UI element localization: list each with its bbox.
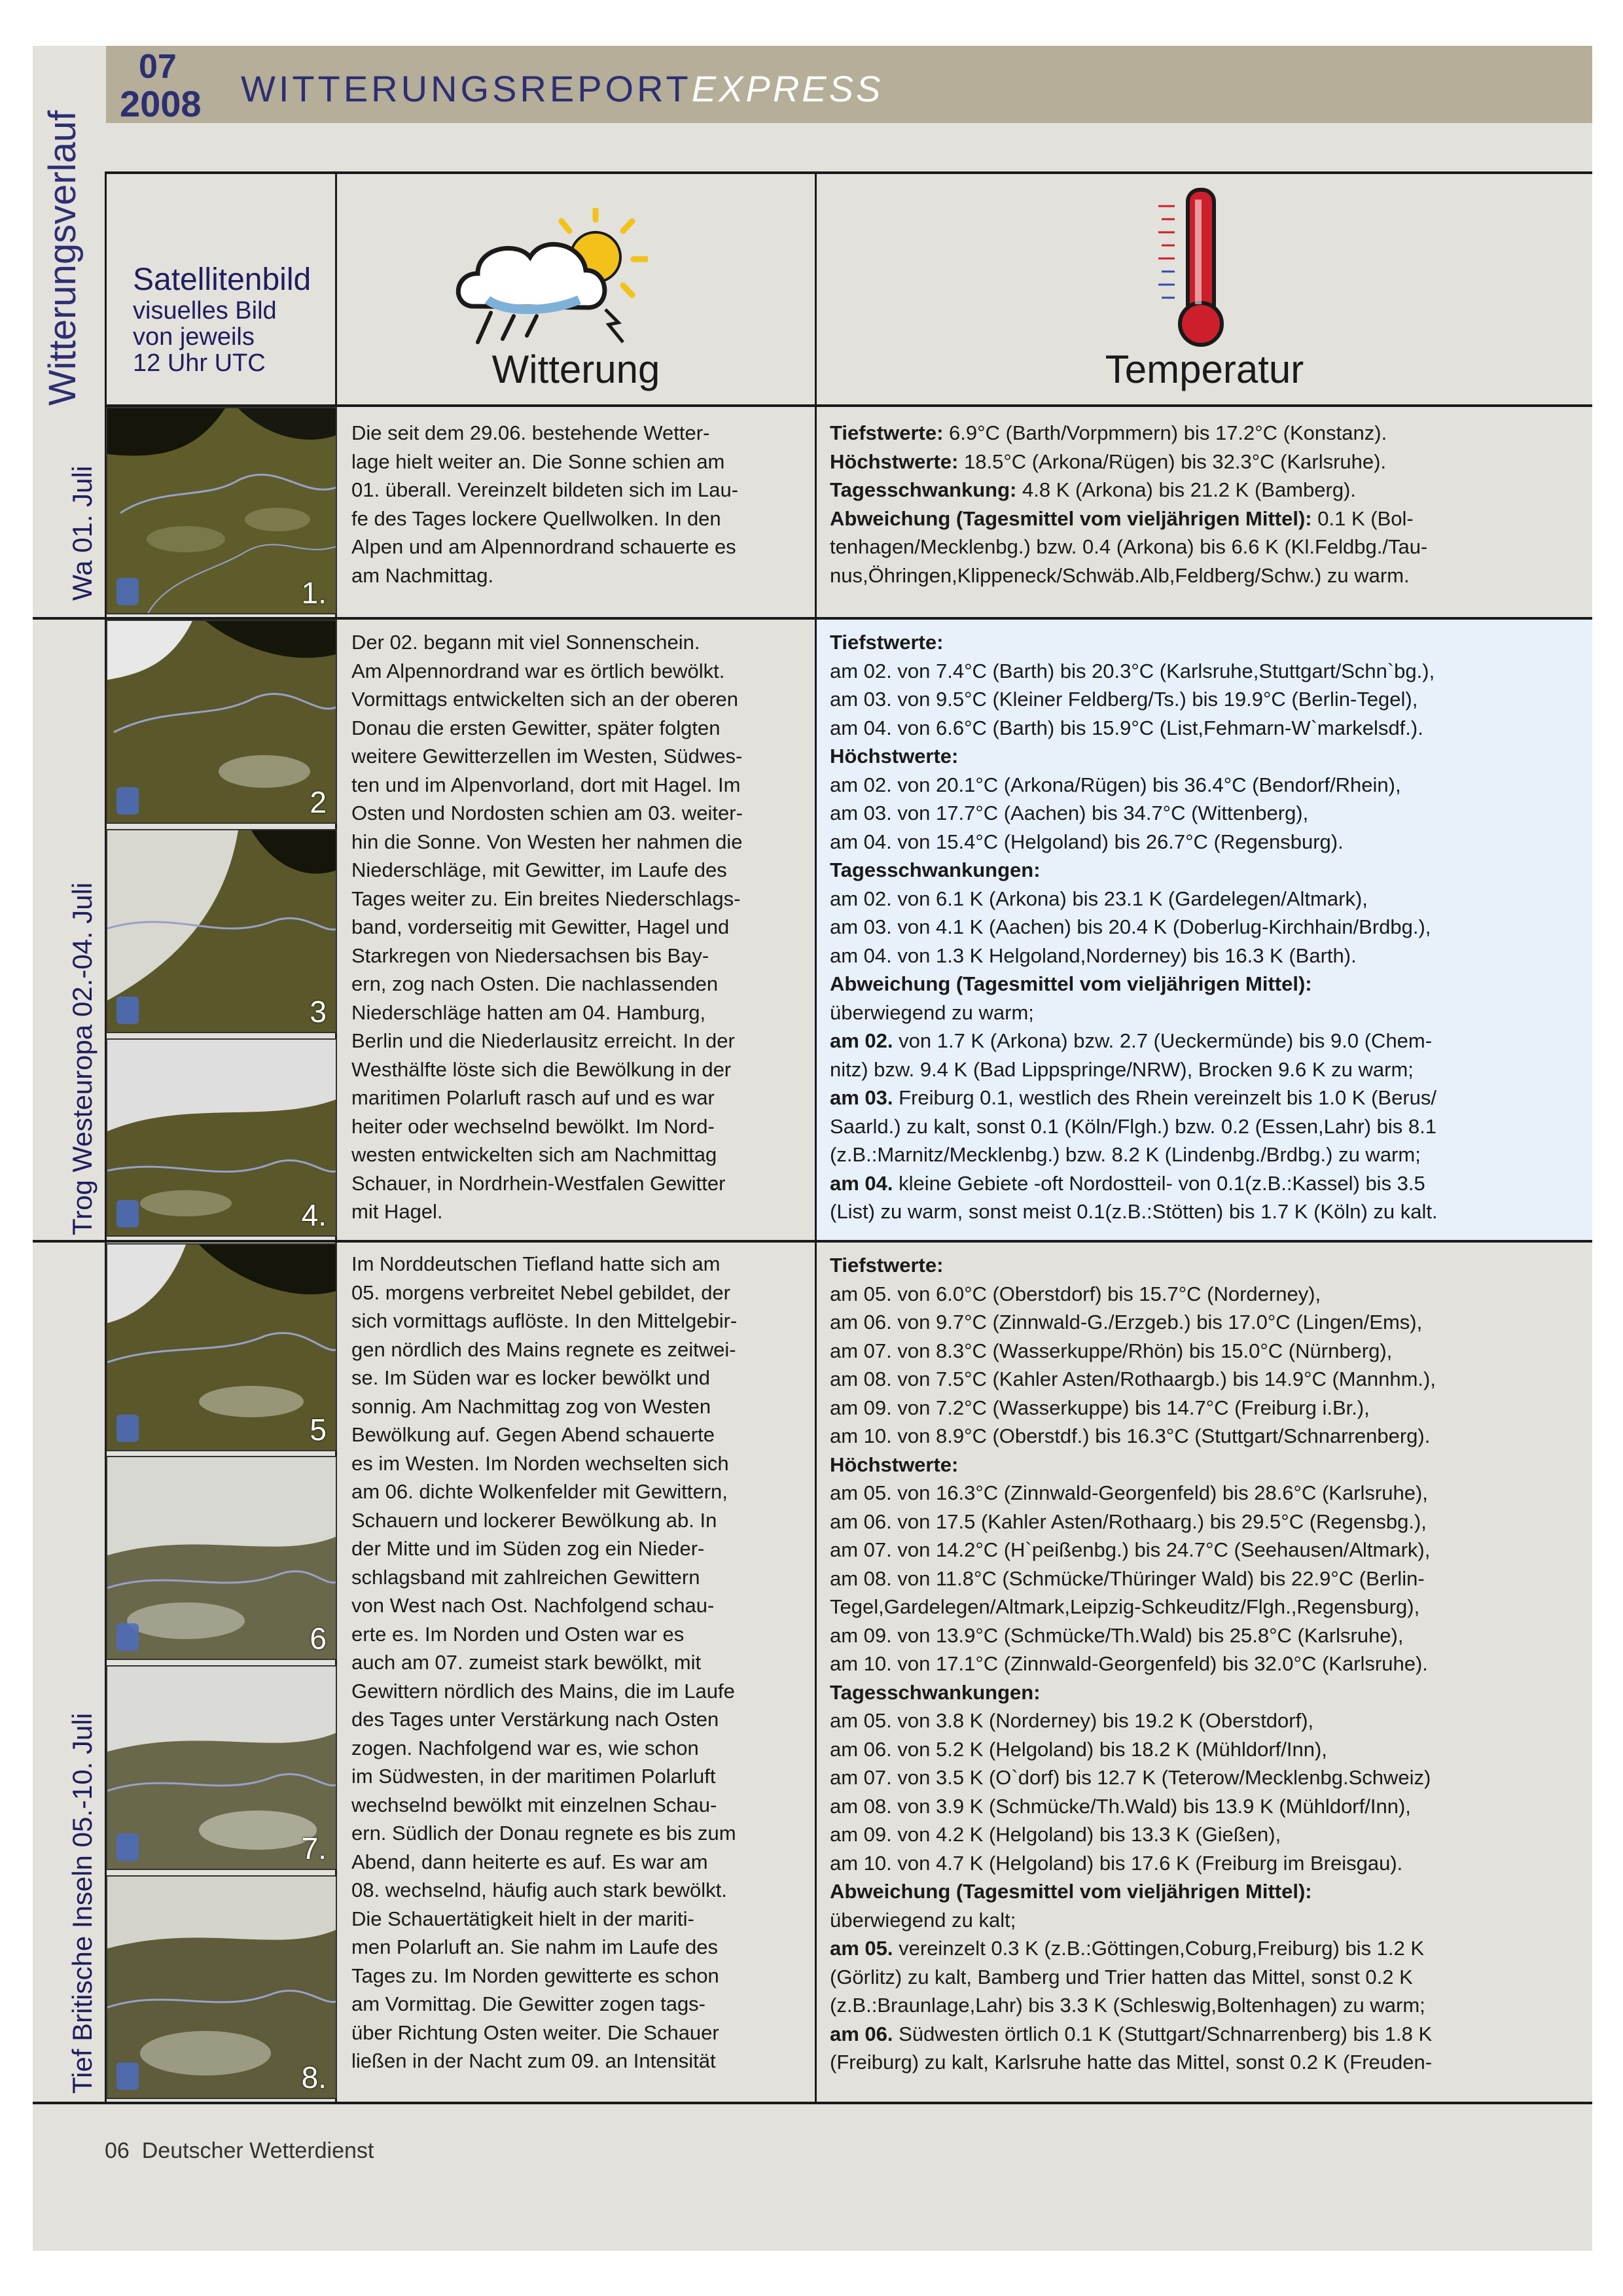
temperature-line xyxy=(830,476,1589,504)
temperature-line-text: am 05. von 6.0°C (Oberstdorf) bis 15.7°C (Norderney), xyxy=(830,1282,1321,1305)
temperature-line xyxy=(830,1650,1589,1678)
temperature-line-text: am 05. von 16.3°C (Zinnwald-Georgenfeld) bis 28.6°C (Karlsruhe), xyxy=(830,1481,1428,1504)
period-label-2: Trog Westeuropa 02.-04. Juli xyxy=(67,882,98,1235)
temperature-line xyxy=(830,1792,1589,1821)
report-title xyxy=(241,67,883,110)
dwd-logo-icon xyxy=(116,787,139,815)
satellite-map-graphic xyxy=(107,830,337,1033)
temperature-line xyxy=(830,913,1589,942)
temperature-line xyxy=(830,942,1589,970)
temperature-line-text: am 03. von 4.1 K (Aachen) bis 20.4 K (Doberlug-Kirchhain/Brdbg.), xyxy=(830,915,1431,938)
temperature-line-label: Abweichung (Tagesmittel vom vieljährigen Mittel): xyxy=(830,972,1312,995)
temperature-line xyxy=(830,856,1589,885)
temperature-line-text: am 07. von 8.3°C (Wasserkuppe/Rhön) bis 15.0°C (Nürnberg), xyxy=(830,1339,1393,1362)
temperature-line-text: nus,Öhringen,Klippeneck/Schwäb.Alb,Feldberg/Schw.) zu warm. xyxy=(830,563,1410,587)
image-number: 4. xyxy=(301,1198,327,1232)
temperature-line-text: (Freiburg) zu kalt, Karlsruhe hatte das Mittel, sonst 0.2 K (Freuden- xyxy=(830,2051,1433,2074)
temperature-line xyxy=(830,504,1589,533)
temperature-line xyxy=(830,1337,1589,1366)
page-number: 06 xyxy=(105,2138,130,2163)
temperature-line xyxy=(830,742,1589,771)
satellite-subtitle-3: 12 Uhr UTC xyxy=(133,349,266,377)
cloud-sun-lightning-icon xyxy=(452,208,648,345)
temperature-line xyxy=(830,799,1589,828)
temperature-line xyxy=(830,1365,1589,1394)
satellite-image-5 xyxy=(106,1243,337,1451)
temperature-line-text: (List) zu warm, sonst meist 0.1(z.B.:Stötten) bis 1.7 K (Köln) zu kalt. xyxy=(830,1200,1438,1223)
table-bottom-rule xyxy=(33,2102,1592,2104)
temperature-line-text: am 10. von 4.7 K (Helgoland) bis 17.6 K (Freiburg im Breisgau). xyxy=(830,1851,1403,1875)
dwd-logo-icon xyxy=(116,1200,139,1227)
temperature-line-text: am 10. von 8.9°C (Oberstdf.) bis 16.3°C (Stuttgart/Schnarrenberg). xyxy=(830,1424,1431,1447)
temperature-line xyxy=(830,828,1589,857)
temperature-line-text: am 07. von 14.2°C (H`peißenbg.) bis 24.7°C (Seehausen/Altmark), xyxy=(830,1538,1431,1561)
dwd-logo-icon xyxy=(116,1833,139,1861)
temperature-line xyxy=(830,419,1589,448)
image-number: 6 xyxy=(310,1621,327,1655)
temperature-line-text: am 04. von 1.3 K Helgoland,Norderney) bis 16.3 K (Barth). xyxy=(830,944,1357,967)
temperature-line-text: tenhagen/Mecklenbg.) bzw. 0.4 (Arkona) bis 6.6 K (Kl.Feldbg./Tau- xyxy=(830,535,1428,558)
dwd-logo-icon xyxy=(116,578,139,605)
satellite-title: Satellitenbild xyxy=(133,262,312,297)
temperature-line-label: Höchstwerte: xyxy=(830,450,959,473)
temperature-line xyxy=(830,1084,1589,1112)
temperature-line-text: am 02. von 20.1°C (Arkona/Rügen) bis 36.4°C (Bendorf/Rhein), xyxy=(830,773,1401,796)
satellite-image-8 xyxy=(106,1875,337,2099)
temperature-line xyxy=(830,2020,1589,2049)
weather-text-3: Im Norddeutschen Tiefland hatte sich am 05. morgens verbreitet Nebel gebildet, der sich vormittags auflöste. In den Mittelgebir- gen nördlich des Mains regnete es zeitwei- se. Im Süden war es locker bewölkt und sonnig. Am Nachmittag zog von Westen Bewölkung auf. Gegen Abend schauerte es im Westen. Im Norden wechselten sich am 06. dichte Wolkenfelder mit Gewittern, Schauern und lockerer Bewölkung ab. In der Mitte und im Süden zog ein Nieder- schlagsband mit zahlreichen Gewittern von West nach Ost. Nachfolgend schau- erte es. Im Norden und Osten war es auch am 07. zumeist stark bewölkt, mit Gewittern nördlich des Mains, die im Laufe des Tages unter Verstärkung nach Osten zogen. Nachfolgend war es, wie schon im Südwesten, in der maritimen Polarluft wechselnd bewölkt mit einzelnen Schau- ern. Südlich der Donau regnete es bis zum Abend, dann heiterte es auf. Es war am 08. wechselnd, häufig auch stark bewölkt. Die Schauertätigkeit hielt in der mariti- men Polarluft an. Sie nahm im Laufe des Tages zu. Im Norden gewitterte es schon am Vormittag. Die Gewitter zogen tags- über Richtung Osten weiter. Die Schauer ließen in der Nacht zum 09. an Intensität xyxy=(351,1252,738,2072)
temperature-line-text: am 02. von 6.1 K (Arkona) bis 23.1 K (Gardelegen/Altmark), xyxy=(830,887,1368,910)
temperature-line-text: Südwesten örtlich 0.1 K (Stuttgart/Schnarrenberg) bis 1.8 K xyxy=(893,2022,1433,2045)
temperature-line-text: am 04. von 15.4°C (Helgoland) bis 26.7°C (Regensburg). xyxy=(830,830,1344,853)
temperature-line xyxy=(830,1564,1589,1593)
temperature-line-text: überwiegend zu warm; xyxy=(830,1000,1034,1024)
temperature-line-text: am 03. von 9.5°C (Kleiner Feldberg/Ts.) bis 19.9°C (Berlin-Tegel), xyxy=(830,688,1418,711)
satellite-image-3 xyxy=(106,829,337,1033)
temperature-line xyxy=(830,1508,1589,1536)
temperature-line xyxy=(830,448,1589,476)
temperature-line-text: nitz) bzw. 9.4 K (Bad Lippspringe/NRW), Brocken 9.6 K zu warm; xyxy=(830,1057,1414,1081)
temperature-line xyxy=(830,1422,1589,1451)
page-footer xyxy=(105,2138,374,2164)
dwd-logo-icon xyxy=(116,2062,139,2090)
temperature-line-text: am 02. von 7.4°C (Barth) bis 20.3°C (Karlsruhe,Stuttgart/Schn`bg.), xyxy=(830,659,1435,682)
temperature-line-text: kleine Gebiete -oft Nordostteil- von 0.1(z.B.:Kassel) bis 3.5 xyxy=(893,1171,1425,1195)
temperature-line xyxy=(830,1140,1589,1169)
temperature-line-text: von 1.7 K (Arkona) bzw. 2.7 (Ueckermünde) bis 9.0 (Chem- xyxy=(893,1029,1433,1052)
temperature-line-text: am 03. von 17.7°C (Aachen) bis 34.7°C (Wittenberg), xyxy=(830,802,1309,824)
temperature-line-text: 18.5°C (Arkona/Rügen) bis 32.3°C (Karlsruhe). xyxy=(958,450,1387,473)
period-label-3: Tief Britische Inseln 05.-10. Juli xyxy=(67,1712,98,2094)
temperature-line-text: am 08. von 11.8°C (Schmücke/Thüringer Wald) bis 22.9°C (Berlin- xyxy=(830,1566,1425,1590)
temperature-line-text: am 08. von 7.5°C (Kahler Asten/Rothaargb.) bis 14.9°C (Mannhm.), xyxy=(830,1368,1436,1390)
temperature-line-text: am 09. von 7.2°C (Wasserkuppe) bis 14.7°C (Freiburg i.Br.), xyxy=(830,1396,1370,1419)
table-top-rule xyxy=(106,171,1592,174)
temperature-line-label: Tiefstwerte: xyxy=(830,631,944,654)
temperature-line-text: 6.9°C (Barth/Vorpmmern) bis 17.2°C (Konstanz). xyxy=(943,421,1387,444)
image-number: 5 xyxy=(310,1413,327,1447)
temperature-line xyxy=(830,1027,1589,1055)
image-number: 8. xyxy=(301,2060,327,2094)
temperature-line-label: am 02. xyxy=(830,1029,893,1052)
temperature-line xyxy=(830,1280,1589,1309)
temperature-line-text: überwiegend zu kalt; xyxy=(830,1908,1016,1932)
temperature-line-label: Tagesschwankungen: xyxy=(830,858,1041,881)
temperature-line xyxy=(830,1593,1589,1621)
temperature-line-text: vereinzelt 0.3 K (z.B.:Göttingen,Coburg,Freiburg) bis 1.2 K xyxy=(893,1937,1425,1960)
temperature-line-text: am 06. von 5.2 K (Helgoland) bis 18.2 K (Mühldorf/Inn), xyxy=(830,1737,1327,1761)
temperature-line xyxy=(830,628,1589,657)
issue-year: 2008 xyxy=(120,83,202,124)
satellite-image-2 xyxy=(106,620,337,824)
temperature-line-text: am 05. von 3.8 K (Norderney) bis 19.2 K (Oberstdorf), xyxy=(830,1709,1314,1732)
satellite-image-1 xyxy=(106,407,337,614)
temperature-line xyxy=(830,1706,1589,1735)
image-number: 2 xyxy=(310,785,327,819)
temperature-line-text: am 09. von 4.2 K (Helgoland) bis 13.3 K (Gießen), xyxy=(830,1823,1281,1846)
temperature-column-header: Temperatur xyxy=(1105,347,1304,391)
section-divider-2 xyxy=(33,1240,1592,1243)
column-divider-2 xyxy=(815,171,817,2103)
temperature-line-text: Freiburg 0.1, westlich des Rhein vereinzelt bis 1.0 K (Berus/ xyxy=(893,1086,1437,1109)
temperature-line-text: am 06. von 9.7°C (Zinnwald-G./Erzgeb.) bis 17.0°C (Lingen/Ems), xyxy=(830,1311,1423,1333)
temperature-line-text: am 09. von 13.9°C (Schmücke/Th.Wald) bis 25.8°C (Karlsruhe), xyxy=(830,1623,1404,1647)
temperature-line xyxy=(830,1251,1589,1280)
issue-month: 07 xyxy=(139,48,177,86)
temperature-line xyxy=(830,685,1589,714)
temperature-line-label: Tagesschwankungen: xyxy=(830,1680,1041,1704)
temperature-line-text: (Görlitz) zu kalt, Bamberg und Trier hatten das Mittel, sonst 0.2 K xyxy=(830,1965,1413,1988)
temperature-line xyxy=(830,1963,1589,1992)
temperature-line xyxy=(830,1536,1589,1564)
satellite-image-4 xyxy=(106,1038,337,1237)
satellite-subtitle-1: visuelles Bild xyxy=(133,297,277,325)
temperature-line xyxy=(830,1451,1589,1479)
temperature-line xyxy=(830,1735,1589,1764)
satellite-column-header xyxy=(133,262,311,376)
temperature-line xyxy=(830,1934,1589,1963)
temperature-line-text: Tegel,Gardelegen/Altmark,Leipzig-Schkeuditz/Flgh.,Regensburg), xyxy=(830,1595,1420,1618)
image-number: 3 xyxy=(310,995,327,1029)
satellite-map-graphic xyxy=(107,1245,337,1451)
temperature-line xyxy=(830,998,1589,1027)
temperature-text-3 xyxy=(830,1251,1589,2077)
section-label-witterungsverlauf: Witterungsverlauf xyxy=(41,110,84,406)
satellite-map-graphic xyxy=(107,1457,337,1660)
satellite-image-7 xyxy=(106,1665,337,1870)
weather-column-header: Witterung xyxy=(491,347,660,391)
temperature-line xyxy=(830,1991,1589,2020)
temperature-line-label: Tagesschwankung: xyxy=(830,478,1017,501)
temperature-line-text: am 08. von 3.9 K (Schmücke/Th.Wald) bis 13.9 K (Mühldorf/Inn), xyxy=(830,1794,1411,1818)
image-number: 7. xyxy=(301,1831,327,1865)
temperature-line xyxy=(830,657,1589,686)
temperature-line-text: am 10. von 17.1°C (Zinnwald-Georgenfeld) bis 32.0°C (Karlsruhe). xyxy=(830,1652,1428,1675)
temperature-line xyxy=(830,2048,1589,2077)
temperature-line xyxy=(830,1479,1589,1508)
dwd-logo-icon xyxy=(116,1415,139,1442)
temperature-line xyxy=(830,1877,1589,1906)
temperature-line xyxy=(830,1112,1589,1141)
temperature-line-label: Tiefstwerte: xyxy=(830,421,944,444)
temperature-line-text: (z.B.:Braunlage,Lahr) bis 3.3 K (Schleswig,Boltenhagen) zu warm; xyxy=(830,1994,1425,2017)
report-title-main: WITTERUNGSREPORT xyxy=(241,68,692,109)
temperature-line-text: am 06. von 17.5 (Kahler Asten/Rothaarg.) bis 29.5°C (Regensbg.), xyxy=(830,1510,1427,1533)
temperature-line-text: 4.8 K (Arkona) bis 21.2 K (Bamberg). xyxy=(1016,478,1356,501)
temperature-line-text: 0.1 K (Bol- xyxy=(1311,506,1414,530)
temperature-line-label: Höchstwerte: xyxy=(830,1453,959,1476)
temperature-line xyxy=(830,1055,1589,1084)
publisher-name: Deutscher Wetterdienst xyxy=(141,2138,374,2163)
thermometer-icon xyxy=(1152,186,1230,350)
temperature-line xyxy=(830,1197,1589,1226)
temperature-line-text: (z.B.:Marnitz/Mecklenbg.) bzw. 8.2 K (Lindenbg./Brdbg.) zu warm; xyxy=(830,1143,1421,1166)
temperature-line xyxy=(830,561,1589,590)
satellite-subtitle-2: von jeweils xyxy=(133,323,255,351)
period-label-1: Wa 01. Juli xyxy=(67,465,98,601)
temperature-line-label: Höchstwerte: xyxy=(830,745,959,768)
weather-text-2: Der 02. begann mit viel Sonnenschein. Am Alpennordrand war es örtlich bewölkt. Vormittags entwickelten sich an der oberen Donau die ersten Gewitter, später folgten weitere Gewitterzellen im Westen, Südwes- ten und im Alpenvorland, dort mit Hagel. Im Osten und Nordosten schien am 03. weiter- hin die Sonne. Von Westen her nahmen die Niederschläge, mit Gewitter, im Laufe des Tages weiter zu. Ein breites Niederschlags- band, vorderseitig mit Gewitter, Hagel und Starkregen von Niedersachsen bis Bay- ern, zog nach Osten. Die nachlassenden Niederschläge hatten am 04. Hamburg, Berlin und die Niederlausitz erreicht. In der Westhälfte löste sich die Bewölkung in der maritimen Polarluft rasch auf und es war heiter oder wechselnd bewölkt. Im Nord- westen entwickelten sich am Nachmittag Schauer, in Nordrhein-Westfalen Gewitter mit Hagel. xyxy=(351,631,743,1223)
temperature-line-label: am 04. xyxy=(830,1171,893,1195)
temperature-line xyxy=(830,1678,1589,1707)
temperature-line-label: am 06. xyxy=(830,2022,893,2045)
temperature-line xyxy=(830,714,1589,743)
temperature-line xyxy=(830,1849,1589,1878)
temperature-line xyxy=(830,1906,1589,1935)
satellite-image-6 xyxy=(106,1456,337,1660)
dwd-logo-icon xyxy=(116,997,139,1024)
temperature-line xyxy=(830,1763,1589,1792)
temperature-line xyxy=(830,970,1589,998)
temperature-line xyxy=(830,885,1589,913)
temperature-line-label: am 05. xyxy=(830,1937,893,1960)
temperature-line xyxy=(830,1169,1589,1198)
temperature-line xyxy=(830,1621,1589,1650)
temperature-line xyxy=(830,533,1589,561)
temperature-line-text: Saarld.) zu kalt, sonst 0.1 (Köln/Flgh.) bzw. 0.2 (Essen,Lahr) bis 8.1 xyxy=(830,1114,1436,1138)
temperature-text-2 xyxy=(830,628,1589,1226)
temperature-line-text: am 07. von 3.5 K (O`dorf) bis 12.7 K (Teterow/Mecklenbg.Schweiz) xyxy=(830,1766,1431,1789)
temperature-line xyxy=(830,1820,1589,1849)
temperature-line xyxy=(830,771,1589,800)
temperature-line-text: am 04. von 6.6°C (Barth) bis 15.9°C (List,Fehmarn-W`markelsdf.). xyxy=(830,716,1423,739)
temperature-line xyxy=(830,1308,1589,1337)
temperature-line-label: Abweichung (Tagesmittel vom vieljährigen Mittel): xyxy=(830,1880,1312,1903)
temperature-line-label: Abweichung (Tagesmittel vom vieljährigen Mittel): xyxy=(830,506,1312,530)
temperature-text-1 xyxy=(830,419,1589,590)
temperature-line-label: am 03. xyxy=(830,1086,893,1109)
image-number: 1. xyxy=(301,576,327,610)
weather-text-1: Die seit dem 29.06. bestehende Wetter- lage hielt weiter an. Die Sonne schien am 01. überall. Vereinzelt bildeten sich im Lau- fe des Tages lockere Quellwolken. In den Alpen und am Alpennordrand schauerte es am Nachmittag. xyxy=(351,421,739,587)
temperature-line xyxy=(830,1394,1589,1422)
temperature-line-label: Tiefstwerte: xyxy=(830,1254,944,1277)
satellite-map-graphic xyxy=(107,621,337,824)
report-title-suffix: EXPRESS xyxy=(691,68,883,109)
dwd-logo-icon xyxy=(116,1623,139,1651)
